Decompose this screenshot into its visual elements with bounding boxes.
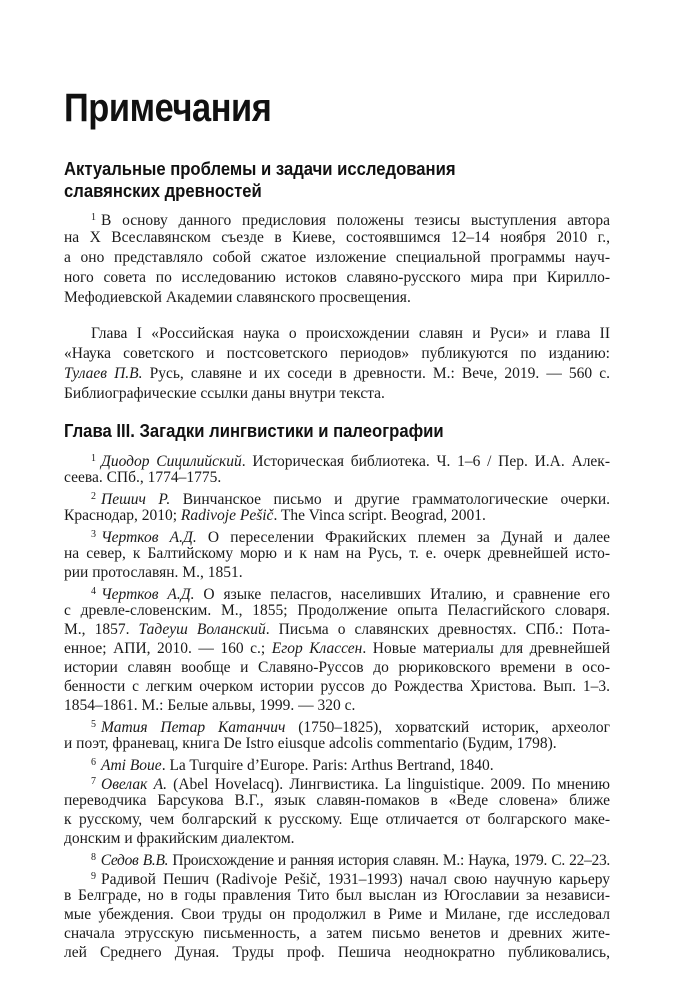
note-2-line-2: Краснодар, 2010; Radivoje Pešič. The Vinca script. Beograd, 2001.: [64, 507, 486, 524]
note-9-line-1: $^9$ Радивой Пешич (Radivoje Pešič, 1931–1993) начал свою научную карьеру: [91, 871, 610, 888]
note-4-line-6: бенности с легким очерком истории руссов до Рождества Христова. Вып. 1–3.: [64, 678, 610, 695]
note-5-line-1: $^5$ Матия Петар Катанчич (1750–1825), хорватский историк, археолог: [91, 719, 610, 736]
paragraph-2-line-3: Тулаев П.В. Русь, славяне и их соседи в древности. М.: Вече, 2019. — 560 с.: [64, 365, 610, 382]
section-heading-line1: Актуальные проблемы и задачи исследования: [64, 158, 456, 179]
note-5-line-2: и поэт, франевац, книга De Istro eiusque adcolis commentario (Будим, 1798).: [64, 735, 557, 752]
note-1-line-2: сеева. СПб., 1774–1775.: [64, 469, 222, 486]
note-3-line-3: рии протославян. М., 1851.: [64, 564, 243, 581]
note-8-line-1: $^8$ Седов В.В. Происхождение и ранняя история славян. М.: Наука, 1979. С. 22–23.: [91, 852, 610, 869]
chapter-heading: Глава III. Загадки лингвистики и палеографии: [64, 420, 444, 441]
note-4-line-5: истории славян вообще и Славяно-Руссов до рюриковского времени в осо-: [64, 659, 610, 676]
note-3-line-2: на север, к Балтийскому морю и к нам на Русь, т. е. очерк древнейшей исто-: [64, 545, 610, 562]
note-7-line-2: переводчика Барсукова В.Г., язык славян-помаков в «Веде словена» ближе: [64, 792, 610, 809]
note-7-line-4: донским и фракийским диалектом.: [64, 830, 295, 847]
note-9-line-2: в Белграде, но в годы правления Тито был выслан из Югославии за независи-: [64, 887, 610, 904]
note-6-line-1: $^6$ Ami Boue. La Turquire d’Europe. Paris: Arthus Bertrand, 1840.: [91, 757, 494, 774]
note-4-line-1: $^4$ Чертков А.Д. О языке пеласгов, населивших Италию, и сравнение его: [91, 586, 610, 603]
note-4-line-7: 1854–1861. М.: Белые альвы, 1999. — 320 с.: [64, 697, 356, 714]
note-9-line-3: мые убеждения. Свои труды он продолжил в Риме и Милане, где исследовал: [64, 906, 610, 923]
note-3-line-1: $^3$ Чертков А.Д. О переселении Фракийских племен за Дунай и далее: [91, 529, 610, 546]
footnote-1-line-5: Мефодиевской Академии славянского просвещения.: [64, 289, 411, 306]
footnote-1-line-4: ного совета по исследованию истоков славяно-русского мира при Кирилло-: [64, 269, 610, 286]
note-7-line-1: $^7$ Овелак А. (Abel Hovelacq). Лингвистика. La linguistique. 2009. По мнению: [91, 776, 610, 793]
note-9-line-5: лей Среднего Дуная. Труды проф. Пешича неоднократно публиковались,: [64, 944, 610, 961]
section-heading-line2: славянских древностей: [64, 180, 262, 201]
page-title: Примечания: [64, 86, 272, 130]
note-9-line-4: сначала этрусскую письменность, а затем письмо венетов и древних жите-: [64, 925, 610, 942]
footnote-1-line-2: на X Всеславянском съезде в Киеве, состоявшимся 12–14 ноября 2010 г.,: [64, 229, 610, 246]
note-4-line-4: енное; АПИ, 2010. — 160 с.; Егор Классен. Новые материалы для древнейшей: [64, 640, 611, 657]
note-2-line-1: $^2$ Пешич Р. Винчанское письмо и другие грамматологические очерки.: [91, 491, 611, 508]
footnote-number: 1: [91, 212, 96, 223]
paragraph-2-line-1: Глава I «Российская наука о происхождении славян и Руси» и глава II: [91, 325, 610, 342]
footnote-1-line-1: $^1$ В основу данного предисловия положены тезисы выступления автора: [91, 212, 610, 229]
paragraph-2-line-4: Библиографические ссылки даны внутри текста.: [64, 385, 385, 402]
note-4-line-3: М., 1857. Тадеуш Воланский. Письма о славянских древностях. СПб.: Пота-: [64, 621, 610, 638]
note-1-line-1: $^1$ Диодор Сицилийский. Историческая библиотека. Ч. 1–6 / Пер. И.А. Алек-: [91, 453, 610, 470]
paragraph-2-line-2: «Наука советского и постсоветского периодов» публикуются по изданию:: [64, 345, 610, 362]
note-4-line-2: с древле-словенским. М., 1855; Продолжение опыта Пеласгийского словаря.: [64, 602, 610, 619]
note-7-line-3: к русскому, чем болгарский к русскому. Еще отличается от болгарского маке-: [64, 811, 610, 828]
footnote-1-line-3: а оно представляло собой сжатое изложение специальной программы науч-: [64, 249, 610, 266]
